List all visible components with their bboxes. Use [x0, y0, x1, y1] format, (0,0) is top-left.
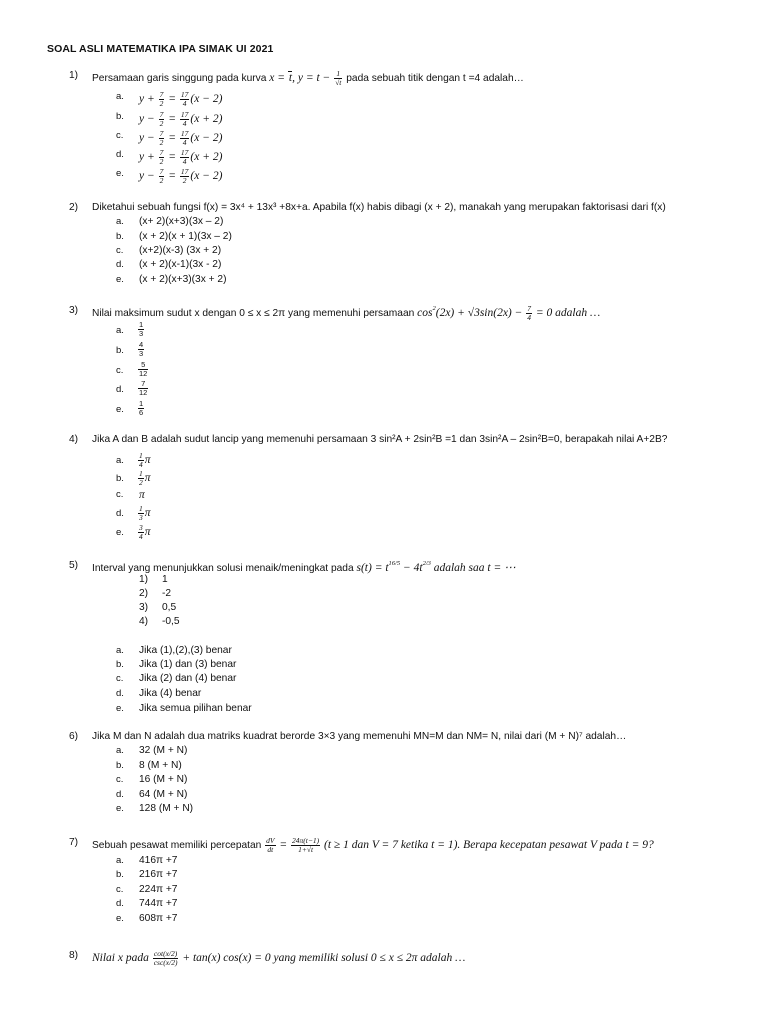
option-3e[interactable]: e. $\frac{1}{6}$ — [116, 399, 144, 417]
option-3b[interactable]: b. $\frac{4}{3}$ — [116, 340, 144, 358]
function-expression: $s(t) = t^{16/5} - 4t^{2/3}$ — [356, 560, 431, 574]
option-3d[interactable]: d. $\frac{7}{12}$ — [116, 379, 148, 397]
option-4e[interactable]: e. $\frac{3}{4}$ π — [116, 523, 151, 541]
option-4b[interactable]: b. $\frac{1}{2}$ π — [116, 469, 151, 487]
option-2d[interactable]: d. (x + 2)(x-1)(3x - 2) — [116, 259, 222, 270]
option-7a[interactable]: a. 416π +7 — [116, 855, 178, 866]
option-1a[interactable]: a. y + $\frac{7}{2}$ = $\frac{17}{4}$ (x − 2) — [116, 90, 223, 108]
option-6c[interactable]: c. 16 (M + N) — [116, 774, 188, 785]
trig-equation: $\cos^2(2x) + √3\sin(2x)$ − $\frac{7}{4}$ = 0 — [417, 304, 553, 322]
option-6e[interactable]: e. 128 (M + N) — [116, 803, 194, 814]
statement-2: 2) -2 — [139, 588, 172, 599]
option-4c[interactable]: c. π — [116, 489, 145, 501]
option-6b[interactable]: b. 8 (M + N) — [116, 760, 182, 771]
option-4d[interactable]: d. $\frac{1}{3}$ π — [116, 504, 151, 522]
option-5c[interactable]: c. Jika (2) dan (4) benar — [116, 673, 237, 684]
question-number: 1) — [69, 70, 79, 81]
option-5a[interactable]: a. Jika (1),(2),(3) benar — [116, 645, 232, 656]
document-title: SOAL ASLI MATEMATIKA IPA SIMAK UI 2021 — [47, 43, 274, 55]
document-page: SOAL ASLI MATEMATIKA IPA SIMAK UI 2021 1) Persamaan garis singgung pada kurva x = t, y = t − $\frac{1}{√t}$ pada sebuah titik dengan t =4 adalah… a. y + $\frac{7}{2}$ = $\frac{17}{4}$ (x − 2) b. y − $\frac{7}{2}$ = $\frac{17}{4}$ (x + 2) c. y − $\frac{7}{2}$ = $\frac{17}{4}$ (x − 2) d. y + $\frac{7}{2}$ = $\frac{17}{4}$ (x + 2) e. y − $\frac{7}{2}$ = $\frac{17}{2}$ (x − 2) 2) Diketahui sebuah fungsi f(x) = 3x⁴ + 13x³ +8x+a. Apabila f(x) habis dibagi (x + 2), manakah yang merupakan faktorisasi dari f(x) a. (x+ 2)(x+3)(3x – 2) b. (x + 2)(x + 1)(3x – 2) c. (x+2)(x-3) (3x + 2) d. (x + 2)(x-1)(3x - 2) e. (x + 2)(x+3)(3x + 2) 3) Nilai maksimum sudut x dengan 0 ≤ x ≤ 2π yang memenuhi persamaan $\cos^2(2x) + √3\sin(2x)$ − $\frac{7}{4}$ = 0 adalah … a. $\frac{1}{3}$ b. $\frac{4}{3}$ c. $\frac{5}{12}$ d. $\frac{7}{12}$ e. $\frac{1}{6}$ 4) Jika A dan B adalah sudut lancip yang memenuhi persamaan 3 sin²A + 2sin²B =1 dan 3sin²A – 2sin²B=0, berapakah nilai A+2B? a. $\frac{1}{4}$ π b. $\frac{1}{2}$ π c. π d. $\frac{1}{3}$ π e. $\frac{3}{4}$ π 5) Interval yang menunjukkan solusi menaik/meningkat pada $s(t) = t^{16/5} - 4t^{2/3}$ adalah saa t = ⋯ 1) 1 2) -2 3) 0,5 4) -0,5 a. Jika (1),(2),(3) benar b. Jika (1) dan (3) benar c. Jika (2) dan (4) benar d. Jika (4) benar e. Jika semua pilihan benar 6) Jika M dan N adalah dua matriks kuadrat berorde 3×3 yang memenuhi MN=M dan NM= N, nilai dari (M + N)⁷ adalah… a. 32 (M + N) b. 8 (M + N) c. 16 (M + N) d. 64 (M + N) e. 128 (M + N) 7) Sebuah pesawat memiliki percepatan $\frac{dV}{dt}$ = $\frac{24\pi(t-1)}{1+√t}$ (t ≥ 1 dan V = 7 ketika t = 1). Berapa kecepatan pesawat V pada t = 9? a. 416π +7 b. 216π +7 c. 224π +7 d. 744π +7 e. 608π +7 8) Nilai x pada cot(x/2) csc(x/2) + tan(x) cos(x) = 0 yang memiliki solusi 0 ≤ x ≤ 2π adalah … — [0, 0, 768, 1024]
question-text: Nilai x pada cot(x/2) csc(x/2) + tan(x) cos(x) = 0 yang memiliki solusi 0 ≤ x ≤ 2π adalah … — [92, 949, 466, 967]
option-5e[interactable]: e. Jika semua pilihan benar — [116, 703, 252, 714]
option-7b[interactable]: b. 216π +7 — [116, 869, 178, 880]
question-text: Nilai maksimum sudut x dengan 0 ≤ x ≤ 2π yang memenuhi persamaan $\cos^2(2x) + √3\sin(2x)$ − $\frac{7}{4}$ = 0 adalah … — [92, 304, 601, 322]
statement-1: 1) 1 — [139, 574, 168, 585]
option-2c[interactable]: c. (x+2)(x-3) (3x + 2) — [116, 245, 222, 256]
option-1e[interactable]: e. y − $\frac{7}{2}$ = $\frac{17}{2}$ (x − 2) — [116, 167, 223, 185]
option-3c[interactable]: c. $\frac{5}{12}$ — [116, 360, 148, 378]
statement-4: 4) -0,5 — [139, 616, 180, 627]
question-text: Interval yang menunjukkan solusi menaik/meningkat pada $s(t) = t^{16/5} - 4t^{2/3}$ adalah saa t = ⋯ — [92, 560, 516, 574]
option-6a[interactable]: a. 32 (M + N) — [116, 745, 188, 756]
option-7c[interactable]: c. 224π +7 — [116, 884, 178, 895]
question-text: Sebuah pesawat memiliki percepatan $\frac{dV}{dt}$ = $\frac{24\pi(t-1)}{1+√t}$ (t ≥ 1 dan V = 7 ketika t = 1). Berapa kecepatan pesawat V pada t = 9? — [92, 836, 654, 854]
question-text: Persamaan garis singgung pada kurva x = t, y = t − $\frac{1}{√t}$ pada sebuah titik dengan t =4 adalah… — [92, 69, 524, 87]
trig-expression: cot(x/2) csc(x/2) + tan(x) cos(x) = 0 — [153, 949, 271, 967]
option-1b[interactable]: b. y − $\frac{7}{2}$ = $\frac{17}{4}$ (x + 2) — [116, 110, 223, 128]
option-7d[interactable]: d. 744π +7 — [116, 898, 178, 909]
option-1d[interactable]: d. y + $\frac{7}{2}$ = $\frac{17}{4}$ (x + 2) — [116, 148, 223, 166]
question-text: Diketahui sebuah fungsi f(x) = 3x⁴ + 13x³ +8x+a. Apabila f(x) habis dibagi (x + 2), manakah yang merupakan faktorisasi dari f(x) — [92, 202, 666, 213]
option-6d[interactable]: d. 64 (M + N) — [116, 789, 188, 800]
option-7e[interactable]: e. 608π +7 — [116, 913, 178, 924]
question-text: Jika A dan B adalah sudut lancip yang memenuhi persamaan 3 sin²A + 2sin²B =1 dan 3sin²A – 2sin²B=0, berapakah nilai A+2B? — [92, 434, 668, 445]
option-2b[interactable]: b. (x + 2)(x + 1)(3x – 2) — [116, 231, 232, 242]
option-2e[interactable]: e. (x + 2)(x+3)(3x + 2) — [116, 274, 227, 285]
option-3a[interactable]: a. $\frac{1}{3}$ — [116, 320, 144, 338]
option-2a[interactable]: a. (x+ 2)(x+3)(3x – 2) — [116, 216, 224, 227]
curve-equation: x = t, y = t − $\frac{1}{√t}$ — [269, 69, 342, 87]
option-1c[interactable]: c. y − $\frac{7}{2}$ = $\frac{17}{4}$ (x − 2) — [116, 129, 223, 147]
acceleration-equation: $\frac{dV}{dt}$ = $\frac{24\pi(t-1)}{1+√t}$ — [266, 836, 320, 854]
option-5b[interactable]: b. Jika (1) dan (3) benar — [116, 659, 237, 670]
option-5d[interactable]: d. Jika (4) benar — [116, 688, 202, 699]
option-4a[interactable]: a. $\frac{1}{4}$ π — [116, 451, 151, 469]
statement-3: 3) 0,5 — [139, 602, 177, 613]
question-text: Jika M dan N adalah dua matriks kuadrat berorde 3×3 yang memenuhi MN=M dan NM= N, nilai dari (M + N)⁷ adalah… — [92, 731, 627, 742]
